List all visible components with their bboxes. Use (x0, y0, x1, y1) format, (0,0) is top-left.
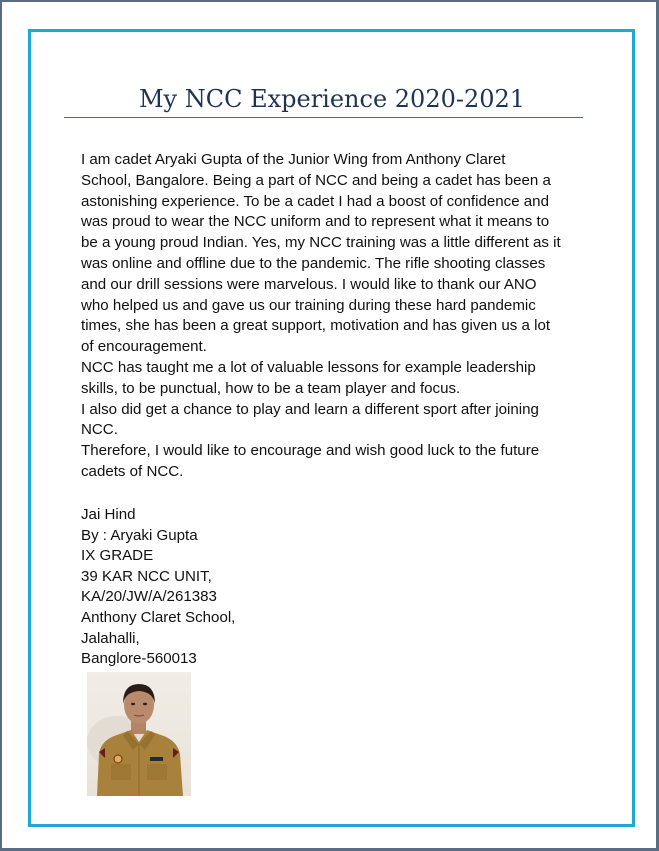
signature-grade: IX GRADE (81, 547, 154, 565)
essay-body (81, 150, 591, 483)
body-line: and our drill sessions were marvelous. I would like to thank our ANO (81, 275, 537, 293)
body-line: NCC has taught me a lot of valuable lessons for example leadership (81, 358, 536, 376)
body-line: of encouragement. (81, 338, 207, 356)
body-line: was online and offline due to the pandemic. The rifle shooting classes (81, 254, 546, 272)
body-line: NCC. (81, 421, 118, 439)
body-line: School, Bangalore. Being a part of NCC and being a cadet has been a (81, 171, 551, 189)
name-plate (150, 757, 163, 761)
ncc-badge (114, 755, 122, 763)
body-line: I also did get a chance to play and learn a different sport after joining (81, 400, 539, 418)
signature-locality: Jalahalli, (81, 629, 140, 647)
body-line: was proud to wear the NCC uniform and to represent what it means to (81, 213, 550, 231)
body-line: astonishing experience. To be a cadet I had a boost of confidence and (81, 192, 549, 210)
signature-regimental-number: KA/20/JW/A/261383 (81, 588, 217, 606)
page-title: My NCC Experience 2020-2021 (138, 85, 526, 113)
body-line: who helped us and gave us our training during these hard pandemic (81, 296, 536, 314)
signature-greeting: Jai Hind (81, 506, 136, 523)
right-eye (143, 703, 147, 705)
signature-block (81, 505, 235, 670)
right-pocket (147, 764, 167, 780)
body-line: be a young proud Indian. Yes, my NCC training was a little different as it (81, 234, 561, 252)
body-line: times, she has been a great support, motivation and has given us a lot (81, 317, 551, 335)
cadet-portrait-image (87, 672, 191, 796)
signature-unit: 39 KAR NCC UNIT, (81, 567, 212, 585)
signature-author: By : Aryaki Gupta (81, 526, 198, 544)
cadet-photo (87, 672, 191, 796)
body-line: I am cadet Aryaki Gupta of the Junior Wing from Anthony Claret (81, 151, 506, 168)
left-eye (131, 703, 135, 705)
left-pocket (111, 764, 131, 780)
title-underline (64, 117, 583, 118)
signature-school: Anthony Claret School, (81, 608, 236, 626)
body-line: cadets of NCC. (81, 462, 184, 480)
signature-city: Banglore-560013 (81, 650, 197, 668)
body-line: Therefore, I would like to encourage and wish good luck to the future (81, 442, 540, 460)
body-line: skills, to be punctual, how to be a team player and focus. (81, 379, 461, 397)
